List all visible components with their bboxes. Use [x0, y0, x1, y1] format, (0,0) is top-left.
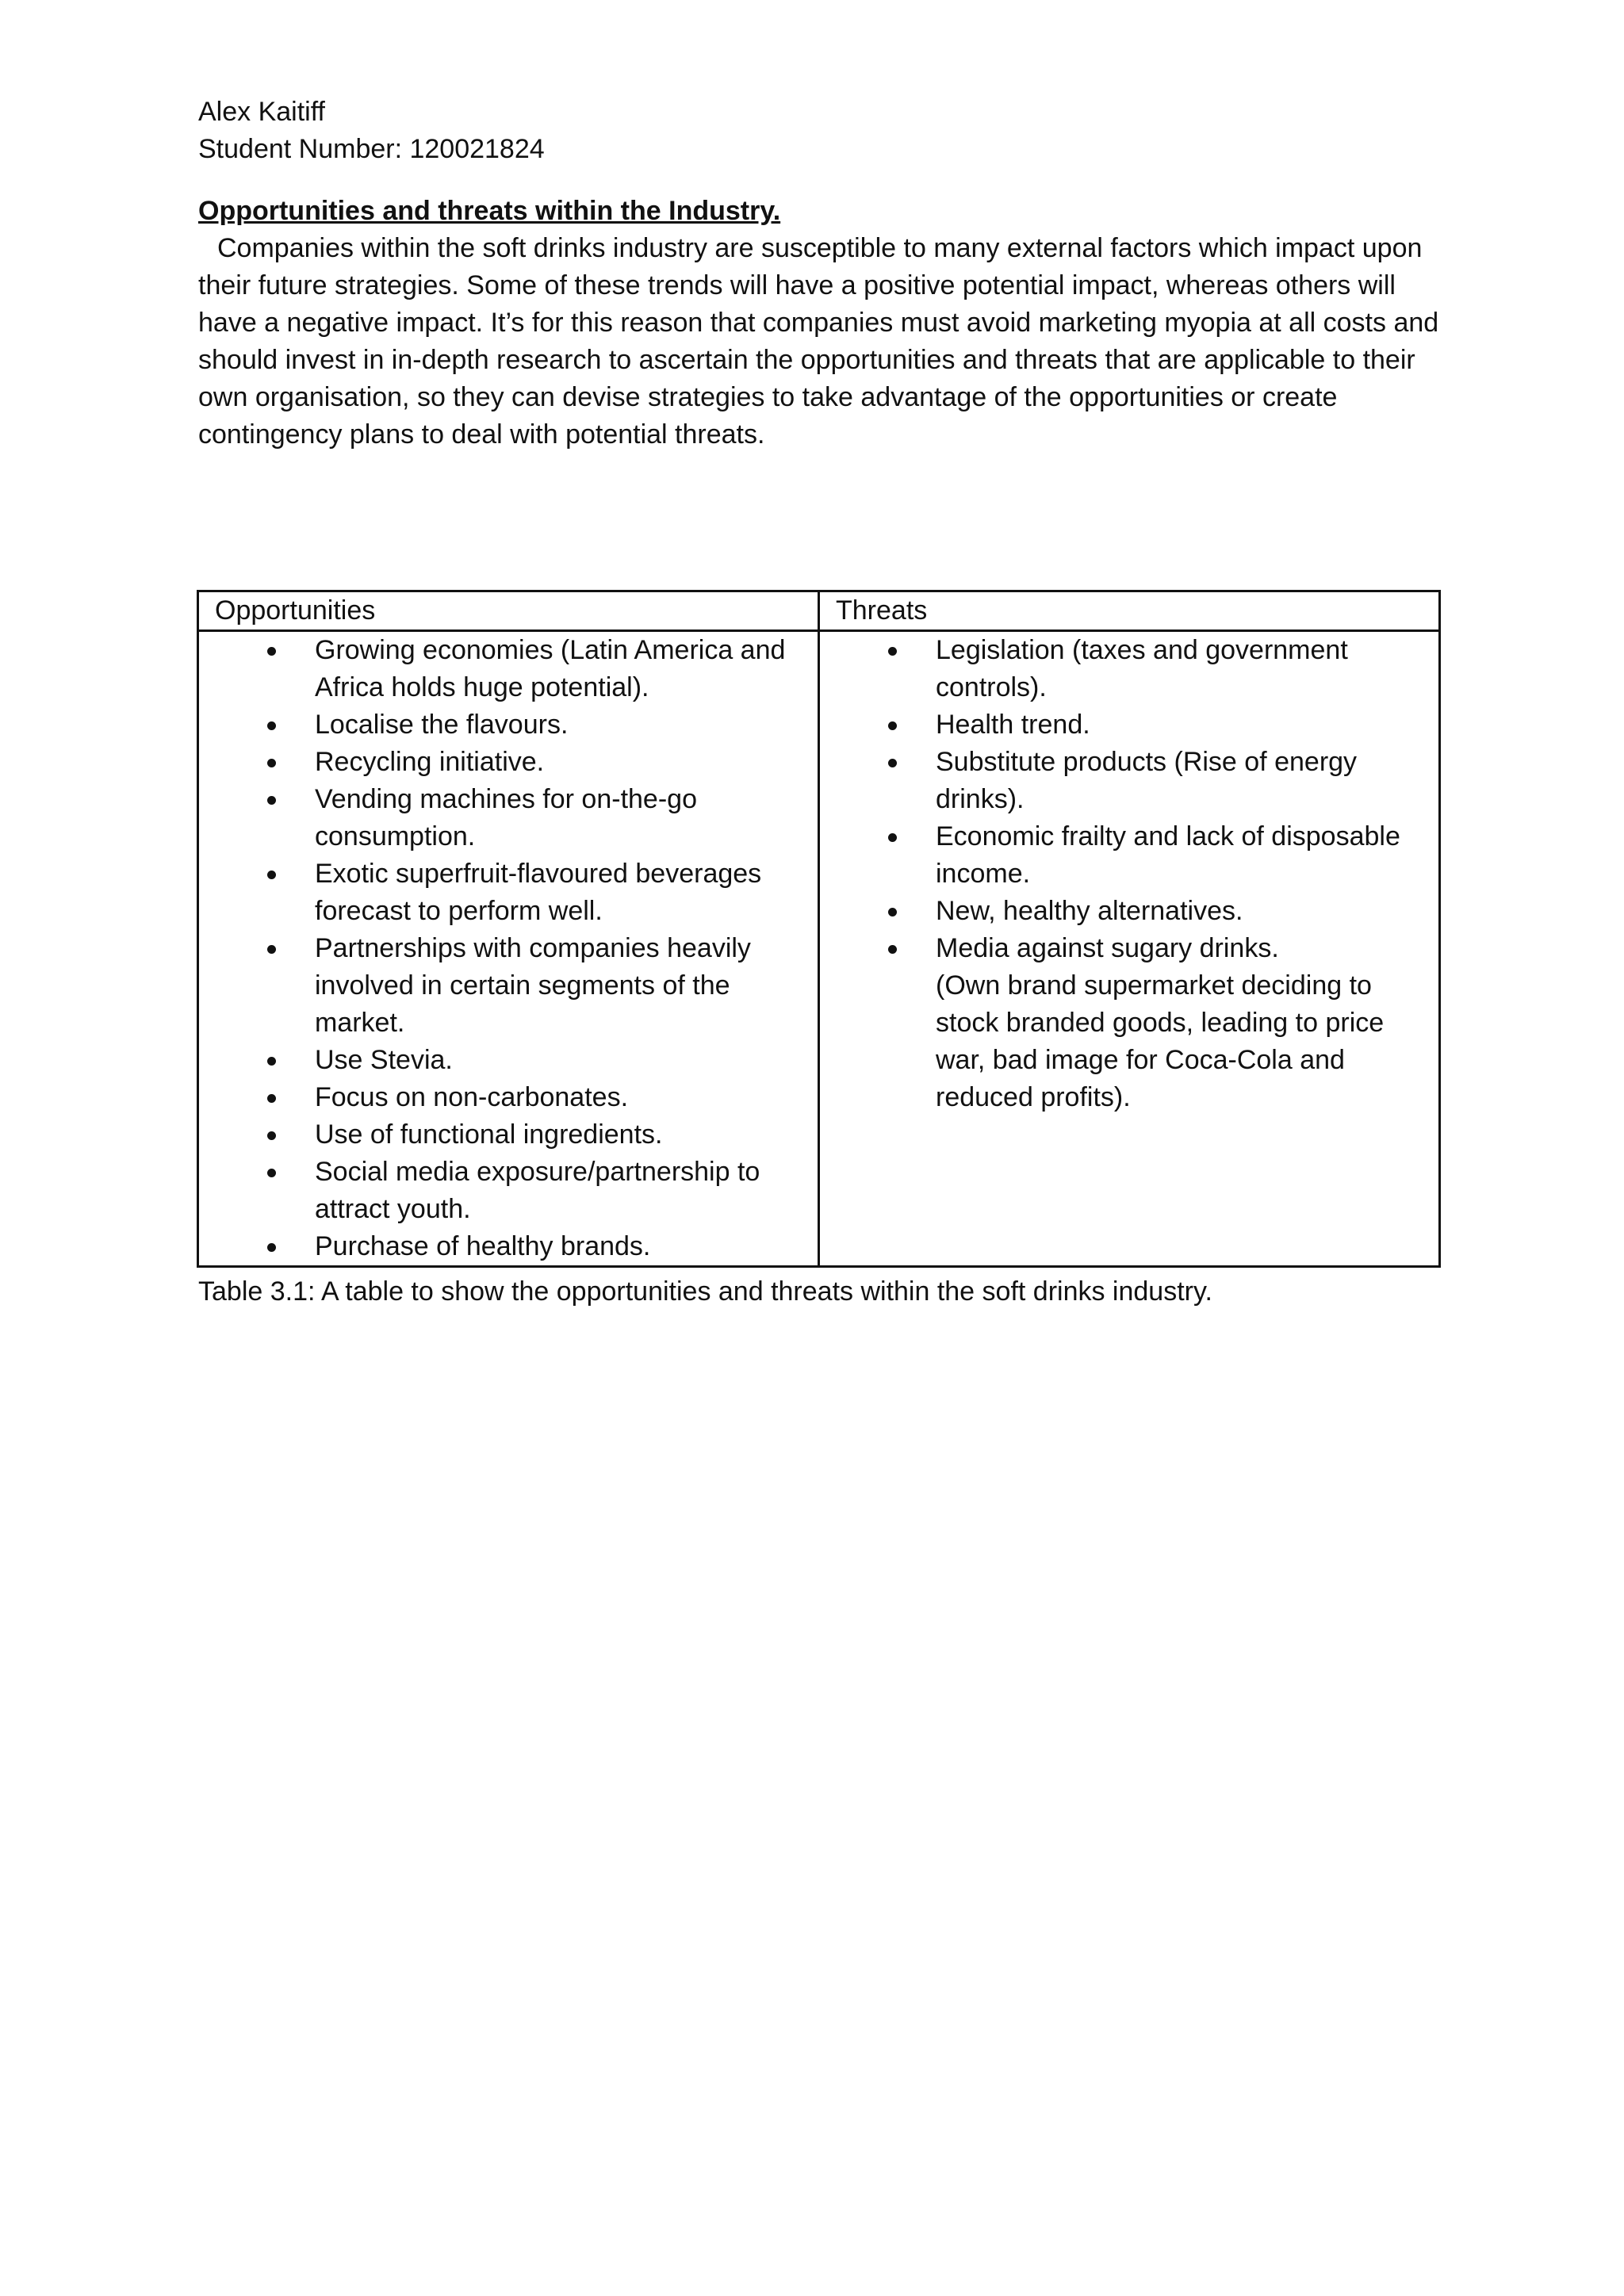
bullet-icon — [888, 908, 897, 916]
list-item-text: Recycling initiative. — [315, 747, 545, 777]
bullet-icon — [267, 721, 276, 730]
list-item — [199, 744, 810, 781]
list-item — [199, 781, 810, 855]
bullet-icon — [267, 871, 276, 879]
list-item — [199, 855, 810, 930]
section-heading: Opportunities and threats within the Industry. — [198, 196, 781, 226]
bullet-icon — [888, 759, 897, 767]
author-name: Alex Kaitiff — [198, 97, 326, 127]
bullet-icon — [888, 647, 897, 656]
list-item — [820, 818, 1431, 893]
opportunities-cell — [198, 631, 819, 1267]
list-item-text: Localise the flavours. — [315, 710, 569, 740]
list-item-text: Legislation (taxes and government controls). — [936, 635, 1348, 702]
list-item — [199, 930, 810, 1042]
bullet-icon — [888, 945, 897, 954]
bullet-icon — [267, 1131, 276, 1140]
bullet-icon — [267, 1243, 276, 1252]
opportunities-list — [199, 632, 810, 1265]
bullet-icon — [267, 1094, 276, 1103]
list-item-text: New, healthy alternatives. — [936, 896, 1243, 926]
list-item-text: Growing economies (Latin America and Africa holds huge potential). — [315, 635, 786, 702]
list-item — [820, 893, 1431, 930]
list-item — [820, 744, 1431, 818]
list-item-text: Economic frailty and lack of disposable income. — [936, 821, 1400, 889]
opportunities-header: Opportunities — [198, 591, 819, 631]
list-item — [199, 1228, 810, 1265]
list-item — [820, 632, 1431, 706]
bullet-icon — [267, 945, 276, 954]
list-item-text: Vending machines for on-the-go consumption. — [315, 784, 697, 851]
list-item-text: Exotic superfruit-flavoured beverages forecast to perform well. — [315, 859, 762, 926]
student-number: Student Number: 120021824 — [198, 134, 545, 164]
intro-paragraph: Companies within the soft drinks industry are susceptible to many external factors which impact upon their future strategies. Some of these trends will have a positive potential impact, whereas others will have a negative impact. It’s for this reason that companies must avoid marketing myopia at all costs and should invest in in-depth research to ascertain the opportunities and threats that are applicable to their own organisation, so they can devise strategies to take advantage of the opportunities or create contingency plans to deal with potential threats. — [198, 233, 1439, 450]
list-item-text: Purchase of healthy brands. — [315, 1231, 651, 1261]
list-item — [199, 632, 810, 706]
bullet-icon — [267, 796, 276, 805]
list-item-text: Use of functional ingredients. — [315, 1119, 663, 1150]
list-item — [199, 1079, 810, 1116]
threats-header: Threats — [819, 591, 1440, 631]
bullet-icon — [267, 647, 276, 656]
threats-list — [820, 632, 1431, 967]
list-item — [199, 706, 810, 744]
list-item-text: Partnerships with companies heavily involved in certain segments of the market. — [315, 933, 751, 1038]
list-item — [820, 930, 1431, 967]
list-item-text: Use Stevia. — [315, 1045, 453, 1075]
bullet-icon — [888, 833, 897, 842]
opportunities-threats-table — [197, 590, 1441, 1268]
list-item-text: Media against sugary drinks. — [936, 933, 1279, 963]
threats-cell — [819, 631, 1440, 1267]
list-item — [199, 1116, 810, 1154]
bullet-icon — [888, 721, 897, 730]
list-item-text: Health trend. — [936, 710, 1090, 740]
bullet-icon — [267, 759, 276, 767]
list-item-text: Substitute products (Rise of energy drinks). — [936, 747, 1358, 814]
list-item — [199, 1042, 810, 1079]
list-item-text: Social media exposure/partnership to attract youth. — [315, 1157, 760, 1224]
table-caption: Table 3.1: A table to show the opportunities and threats within the soft drinks industry. — [198, 1276, 1212, 1307]
bullet-icon — [267, 1057, 276, 1066]
bullet-icon — [267, 1169, 276, 1177]
list-item — [820, 706, 1431, 744]
table-header-row — [198, 591, 1440, 631]
list-item — [199, 1154, 810, 1228]
table-body-row — [198, 631, 1440, 1267]
threats-note: (Own brand supermarket deciding to stock branded goods, leading to price war, bad image for Coca-Cola and reduced profits). — [936, 970, 1385, 1112]
list-item-text: Focus on non-carbonates. — [315, 1082, 629, 1112]
document-page — [198, 94, 1439, 453]
